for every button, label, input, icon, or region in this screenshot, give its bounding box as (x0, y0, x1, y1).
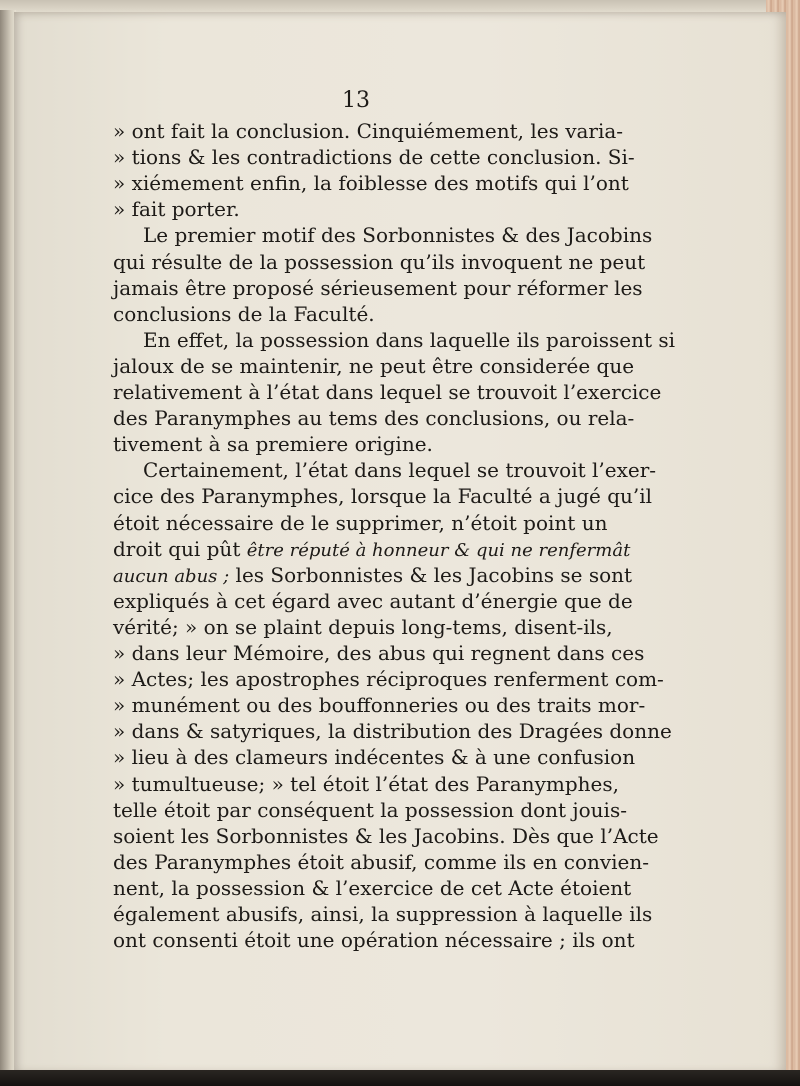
text-line: En effet, la possession dans laquelle ils paroissent si (143, 327, 676, 352)
text-line (113, 536, 631, 562)
text-line: » dans & satyriques, la distribution des Dragées donne (113, 719, 672, 744)
text-line: jaloux de se maintenir, ne peut être considerée que (113, 353, 635, 378)
text-line: » ont fait la conclusion. Cinquiémement, les varia- (113, 119, 624, 143)
bottom-shadow (0, 1070, 800, 1086)
text-line: des Paranymphes au tems des conclusions, ou rela- (113, 406, 635, 431)
text-line: étoit nécessaire de le supprimer, n’étoit point un (113, 510, 608, 535)
page-number: 13 (342, 88, 370, 113)
text-line: nent, la possession & l’exercice de cet Acte étoient (113, 875, 632, 900)
text-line: cice des Paranymphes, lorsque la Faculté a jugé qu’il (113, 484, 653, 509)
text-segment: droit qui pût (113, 536, 247, 561)
text-line: jamais être proposé sérieusement pour réformer les (113, 275, 643, 300)
text-line: vérité; » on se plaint depuis long-tems, disent-ils, (113, 614, 613, 639)
text-line: » Actes; les apostrophes réciproques renferment com- (113, 667, 664, 692)
text-line: qui résulte de la possession qu’ils invoquent ne peut (113, 249, 646, 274)
text-line: tivement à sa premiere origine. (113, 432, 433, 457)
text-line: Le premier motif des Sorbonnistes & des Jacobins (143, 223, 653, 248)
text-line: telle étoit par conséquent la possession dont jouis- (113, 797, 627, 822)
text-line: Certainement, l’état dans lequel se trouvoit l’exer- (143, 458, 657, 483)
text-line: » munément ou des bouffonneries ou des traits mor- (113, 693, 646, 718)
text-line: expliqués à cet égard avec autant d’énergie que de (113, 588, 633, 613)
text-line: ont consenti étoit une opération nécessaire ; ils ont (113, 928, 635, 953)
italic-text-segment: être réputé à honneur & qui ne renfermât (246, 539, 631, 561)
italic-text-segment: aucun abus ; (113, 565, 230, 587)
text-line: » xiémement enfin, la foiblesse des motifs qui l’ont (113, 171, 629, 196)
text-line: soient les Sorbonnistes & les Jacobins. Dès que l’Acte (113, 823, 659, 848)
text-line: » tumultueuse; » tel étoit l’état des Paranymphes, (113, 771, 619, 796)
text-segment: les Sorbonnistes & les Jacobins se sont (229, 562, 633, 587)
text-line (113, 562, 633, 588)
text-line: » lieu à des clameurs indécentes & à une confusion (113, 745, 636, 770)
text-line: » dans leur Mémoire, des abus qui regnent dans ces (113, 641, 645, 665)
text-line: » tions & les contradictions de cette conclusion. Si- (113, 145, 635, 170)
text-line: conclusions de la Faculté. (113, 301, 375, 326)
text-line: relativement à l’état dans lequel se trouvoit l’exercice (113, 380, 662, 404)
text-line: » fait porter. (113, 197, 240, 222)
text-line: des Paranymphes étoit abusif, comme ils en convien- (113, 849, 650, 874)
text-line: également abusifs, ainsi, la suppression à laquelle ils (113, 902, 653, 926)
